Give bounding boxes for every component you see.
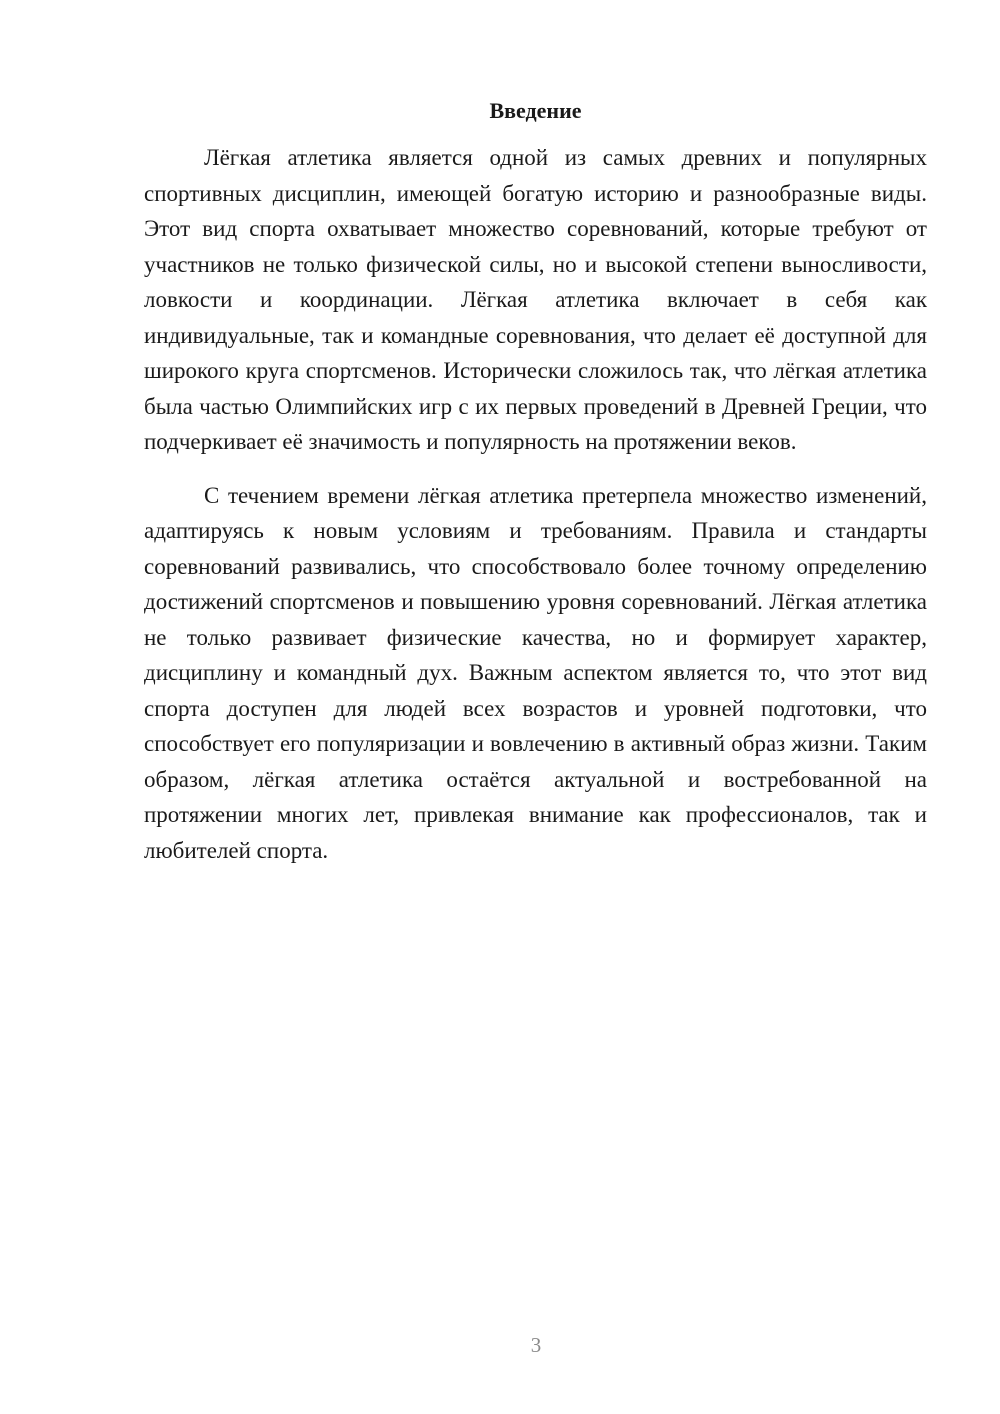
page-content [144, 92, 927, 868]
paragraph-1: Лёгкая атлетика является одной из самых древних и популярных спортивных дисциплин, имеющей богатую историю и разнообразные виды. Этот вид спорта охватывает множество соревнований, которые требуют от участников не только физической силы, но и высокой степени выносливости, ловкости и координации. Лёгкая атлетика включает в себя как индивидуальные, так и командные соревнования, что делает её доступной для широкого круга спортсменов. Исторически сложилось так, что лёгкая атлетика была частью Олимпийских игр с их первых проведений в Древней Греции, что подчеркивает её значимость и популярность на протяжении веков. [144, 145, 927, 454]
page-number: 3 [530, 1333, 542, 1357]
paragraph-2: С течением времени лёгкая атлетика претерпела множество изменений, адаптируясь к новым условиям и требованиям. Правила и стандарты соревнований развивались, что способствовало более точному определению достижений спортсменов и повышению уровня соревнований. Лёгкая атлетика не только развивает физические качества, но и формирует характер, дисциплину и командный дух. Важным аспектом является то, что этот вид спорта доступен для людей всех возрастов и уровней подготовки, что способствует его популяризации и вовлечению в активный образ жизни. Таким образом, лёгкая атлетика остаётся актуальной и востребованной на протяжении многих лет, привлекая внимание как профессионалов, так и любителей спорта. [144, 482, 927, 863]
section-heading: Введение [489, 98, 582, 123]
